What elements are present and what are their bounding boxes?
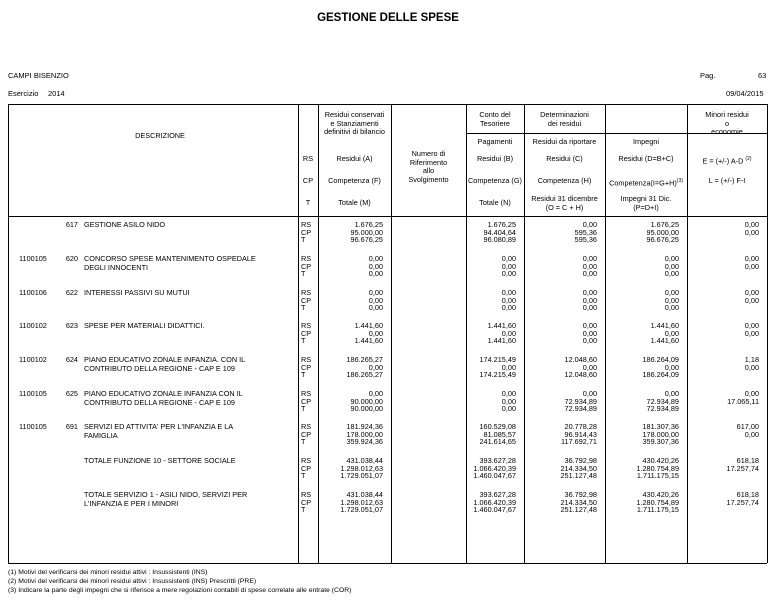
cell-c: 0,00: [582, 328, 597, 338]
cell-d: 95.000,00: [646, 227, 679, 237]
cell-e: 0,00: [744, 261, 759, 271]
header-l-formula: L = (+/-) F-I: [708, 176, 746, 185]
row-code: 1100102: [19, 355, 47, 364]
cell-b: 1.066.420,39: [473, 497, 516, 507]
cell-b: 0,00: [501, 288, 516, 297]
cell-d: 186.264,09: [642, 370, 679, 379]
header-pagamenti: Pagamenti: [477, 137, 513, 146]
footnote: (2) Motivi del verificarsi dei minori residui attivi : Insussistenti (INS) Prescritti (PRE): [8, 578, 257, 585]
cell-c: 214.334,50: [560, 497, 597, 507]
row-number: 691: [65, 422, 78, 431]
row-code: 1100105: [19, 422, 47, 431]
cell-d: 0,00: [664, 261, 679, 271]
row-description: INTERESSI PASSIVI SU MUTUI: [84, 288, 190, 297]
vline: [298, 104, 299, 563]
cell-e: 0,00: [744, 389, 759, 398]
table-border-bottom: [8, 563, 767, 564]
cell-b: 96.080,89: [483, 235, 516, 244]
row-description: TOTALE FUNZIONE 10 - SETTORE SOCIALE: [84, 456, 236, 465]
cell-d: 0,00: [664, 328, 679, 338]
cell-e: 0,00: [744, 254, 759, 263]
vline: [767, 104, 768, 563]
cell-c: 96.914,43: [564, 429, 597, 439]
cell-a: 90.000,00: [350, 404, 383, 413]
cell-c: 214.334,50: [560, 463, 597, 473]
row-description: CONTRIBUTO DELLA REGIONE - CAP E 109: [84, 363, 235, 373]
row-description: TOTALE SERVIZIO 1 - ASILI NIDO, SERVIZI PER: [84, 490, 248, 499]
cell-d: 0,00: [664, 362, 679, 372]
cell-a: 359.924,36: [346, 437, 383, 446]
header-residui-d: Residui (D=B+C): [618, 154, 674, 163]
header-competenza-i: Competenza(I=G+H)$^{(3)}$: [609, 178, 683, 188]
cell-b: 174.215,49: [479, 355, 516, 364]
row-type-cp: CP: [301, 328, 312, 338]
row-type-cp: CP: [301, 295, 312, 305]
header-divider: [8, 216, 767, 217]
row-type-t: T: [301, 303, 306, 312]
row-description: L'INFANZIA E PER I MINORI: [84, 498, 179, 508]
header-conto-tesoriere: Conto del Tesoriere: [479, 110, 511, 128]
cell-c: 0,00: [582, 261, 597, 271]
cell-b: 0,00: [501, 254, 516, 263]
header-minori-residui: Minori residui o economie: [705, 110, 749, 136]
row-type-rs: RS: [301, 355, 312, 364]
cell-b: 1.441,60: [487, 336, 516, 345]
row-type-t: T: [301, 505, 306, 514]
footnote: (3) Indicare la parte degli impegni che si riferisce a mere regolazioni contabili di spese correlate alle entrate (COR): [8, 587, 352, 594]
header-residui-a: Residui (A): [336, 154, 373, 163]
header-numero-riferimento: Numero di Riferimento allo Svolgimento: [408, 149, 449, 184]
cell-b: 1.676,25: [487, 220, 516, 229]
cell-c: 72.934,89: [564, 404, 597, 413]
cell-c: 117.692,71: [561, 437, 597, 446]
cell-d: 1.280.754,89: [636, 463, 679, 473]
row-number: 623: [65, 321, 78, 330]
cell-e: 0,00: [744, 295, 759, 305]
header-residui-b: Residui (B): [476, 154, 514, 163]
cell-c: 72.934,89: [564, 396, 597, 406]
cell-d: 0,00: [664, 288, 679, 297]
cell-a: 95.000,00: [350, 227, 383, 237]
cell-c: 0,00: [582, 254, 597, 263]
cell-c: 0,00: [582, 295, 597, 305]
header-residui-conservati: Residui conservati e Stanziamenti definitivi di bilancio: [324, 110, 385, 136]
cell-d: 430.420,26: [642, 456, 679, 465]
cell-c: 0,00: [582, 269, 597, 278]
cell-d: 0,00: [664, 303, 679, 312]
cell-d: 181.307,36: [642, 422, 679, 431]
header-impegni: Impegni: [633, 137, 659, 146]
cell-e: 0,00: [744, 362, 759, 372]
row-description: SERVIZI ED ATTIVITA' PER L'INFANZIA E LA: [84, 422, 234, 431]
header-impegni-31: Impegni 31 Dic. (P=D+I): [620, 194, 672, 212]
header-descrizione: DESCRIZIONE: [135, 131, 185, 140]
cell-b: 160.529,08: [479, 422, 516, 431]
cell-b: 393.627,28: [479, 490, 516, 499]
cell-a: 1.676,25: [354, 220, 383, 229]
cell-d: 72.934,89: [646, 396, 679, 406]
cell-e: 0,00: [744, 227, 759, 237]
cell-a: 0,00: [368, 295, 383, 305]
row-number: 624: [65, 355, 78, 364]
row-type-cp: CP: [301, 261, 312, 271]
row-type-t: T: [301, 370, 306, 379]
table-border-top: [8, 104, 767, 105]
cell-b: 0,00: [501, 396, 516, 406]
cell-d: 430.420,26: [642, 490, 679, 499]
row-type-rs: RS: [301, 220, 312, 229]
cell-d: 178.000,00: [642, 429, 679, 439]
header-competenza-h: Competenza (H): [537, 176, 592, 185]
cell-c: 20.778,28: [564, 422, 597, 431]
ente-name: CAMPI BISENZIO: [8, 71, 69, 80]
row-type-rs: RS: [301, 254, 312, 263]
row-type-rs: RS: [301, 422, 312, 431]
row-number: 620: [65, 254, 78, 263]
row-description: SPESE PER MATERIALI DIDATTICI.: [84, 321, 205, 330]
row-type-rs: RS: [301, 288, 312, 297]
header-determinazioni: Determinazioni dei residui: [540, 110, 589, 128]
footnote: (1) Motivi del verificarsi dei minori residui attivi : Insussistenti (INS): [8, 569, 208, 576]
report-date: 09/04/2015: [726, 89, 764, 98]
cell-a: 1.729.051,07: [340, 471, 383, 480]
cell-d: 72.934,89: [646, 404, 679, 413]
cell-e: 17.257,74: [726, 463, 759, 473]
row-type-rs: RS: [301, 490, 312, 499]
cell-d: 0,00: [664, 269, 679, 278]
cell-c: 0,00: [582, 288, 597, 297]
esercizio-label: Esercizio: [8, 89, 39, 98]
header-totale-m: Totale (M): [338, 198, 371, 207]
row-code: 1100102: [19, 321, 47, 330]
cell-c: 0,00: [582, 389, 597, 398]
cell-a: 1.441,60: [354, 336, 383, 345]
cell-a: 181.924,36: [346, 422, 383, 431]
cell-c: 0,00: [582, 321, 597, 330]
cell-a: 0,00: [368, 362, 383, 372]
cell-d: 0,00: [664, 389, 679, 398]
row-number: 622: [65, 288, 78, 297]
cell-e: 0,00: [744, 321, 759, 330]
cell-a: 0,00: [368, 328, 383, 338]
cell-b: 0,00: [501, 362, 516, 372]
cell-b: 241.614,65: [479, 437, 516, 446]
row-type-t: T: [301, 404, 306, 413]
cell-a: 1.298.012,63: [340, 497, 383, 507]
page-number: 63: [758, 71, 767, 80]
row-type-cp: CP: [301, 497, 312, 507]
cell-e: 617,00: [736, 422, 759, 431]
cell-d: 1.676,25: [650, 220, 679, 229]
cell-a: 186.265,27: [346, 370, 383, 379]
cell-c: 0,00: [582, 336, 597, 345]
cell-a: 0,00: [368, 288, 383, 297]
row-type-rs: RS: [301, 321, 312, 330]
cell-c: 251.127,48: [560, 471, 597, 480]
esercizio-year: 2014: [48, 89, 65, 98]
row-type-t: T: [301, 437, 306, 446]
row-code: 1100105: [19, 254, 47, 263]
cell-a: 0,00: [368, 261, 383, 271]
cell-a: 1.729.051,07: [340, 505, 383, 514]
cell-d: 1.280.754,89: [636, 497, 679, 507]
header-t: T: [305, 198, 311, 207]
cell-a: 1.298.012,63: [340, 463, 383, 473]
row-type-t: T: [301, 471, 306, 480]
page-label: Pag.: [700, 71, 716, 80]
header-residui-31: Residui 31 dicembre (O = C + H): [531, 194, 598, 212]
cell-e: 0,00: [744, 328, 759, 338]
cell-d: 1.441,60: [650, 336, 679, 345]
cell-b: 94.404,64: [483, 227, 516, 237]
cell-e: 618,18: [736, 456, 759, 465]
cell-e: 0,00: [744, 220, 759, 229]
row-code: 1100105: [19, 389, 47, 398]
cell-c: 251.127,48: [560, 505, 597, 514]
cell-d: 1.711.175,15: [636, 505, 679, 514]
row-number: 625: [65, 389, 78, 398]
row-description: CONTRIBUTO DELLA REGIONE - CAP E 109: [84, 397, 235, 407]
row-type-cp: CP: [301, 396, 312, 406]
row-description: GESTIONE ASILO NIDO: [84, 220, 166, 229]
cell-a: 0,00: [368, 254, 383, 263]
cell-b: 393.627,28: [479, 456, 516, 465]
cell-b: 0,00: [501, 303, 516, 312]
cell-c: 0,00: [582, 220, 597, 229]
cell-b: 1.460.047,67: [473, 505, 516, 514]
row-description: DEGLI INNOCENTI: [84, 262, 149, 272]
cell-b: 1.066.420,39: [473, 463, 516, 473]
row-type-t: T: [301, 336, 306, 345]
cell-e: 618,18: [736, 490, 759, 499]
cell-c: 0,00: [582, 303, 597, 312]
row-type-cp: CP: [301, 227, 312, 237]
cell-d: 0,00: [664, 254, 679, 263]
cell-e: 0,00: [744, 288, 759, 297]
cell-c: 12.048,60: [564, 355, 597, 364]
cell-a: 178.000,00: [346, 429, 383, 439]
cell-c: 0,00: [582, 362, 597, 372]
row-description: PIANO EDUCATIVO ZONALE INFANZIA. CON IL: [84, 355, 246, 364]
cell-b: 0,00: [501, 269, 516, 278]
cell-b: 0,00: [501, 261, 516, 271]
cell-b: 174.215,49: [479, 370, 516, 379]
cell-b: 0,00: [501, 328, 516, 338]
cell-a: 431.038,44: [346, 490, 383, 499]
row-type-t: T: [301, 235, 306, 244]
cell-b: 1.441,60: [487, 321, 516, 330]
row-type-rs: RS: [301, 456, 312, 465]
row-type-cp: CP: [301, 429, 312, 439]
cell-c: 36.792,98: [564, 456, 597, 465]
cell-c: 595,36: [574, 235, 597, 244]
cell-a: 1.441,60: [354, 321, 383, 330]
cell-a: 0,00: [368, 269, 383, 278]
row-description: CONCORSO SPESE MANTENIMENTO OSPEDALE: [84, 254, 256, 263]
header-residui-c: Residui (C): [546, 154, 583, 163]
header-totale-n: Totale (N): [479, 198, 511, 207]
page-title: GESTIONE DELLE SPESE: [317, 12, 459, 24]
cell-b: 0,00: [501, 295, 516, 305]
cell-b: 0,00: [501, 404, 516, 413]
header-cp: CP: [302, 176, 314, 185]
cell-e: 17.257,74: [726, 497, 759, 507]
cell-c: 36.792,98: [564, 490, 597, 499]
cell-c: 12.048,60: [564, 370, 597, 379]
header-rs: RS: [302, 154, 314, 163]
cell-a: 431.038,44: [346, 456, 383, 465]
cell-d: 96.676,25: [646, 235, 679, 244]
cell-b: 0,00: [501, 389, 516, 398]
cell-a: 186.265,27: [346, 355, 383, 364]
vline: [8, 104, 9, 563]
cell-c: 595,36: [574, 227, 597, 237]
row-type-rs: RS: [301, 389, 312, 398]
header-e-formula: E = (+/-) A-D $^{(2)}$: [702, 156, 752, 166]
cell-e: 17.065,11: [727, 396, 759, 406]
row-code: 1100106: [19, 288, 47, 297]
header-competenza-g: Competenza (G): [468, 176, 522, 185]
cell-e: 1,18: [744, 355, 759, 364]
row-type-cp: CP: [301, 463, 312, 473]
cell-e: 0,00: [744, 429, 759, 439]
cell-d: 186.264,09: [642, 355, 679, 364]
row-number: 617: [65, 220, 78, 229]
header-residui-da-riportare: Residui da riportare: [532, 137, 597, 146]
cell-d: 359.307,36: [642, 437, 679, 446]
cell-a: 0,00: [368, 303, 383, 312]
cell-d: 1.711.175,15: [636, 471, 679, 480]
cell-a: 90.000,00: [350, 396, 383, 406]
cell-b: 1.460.047,67: [473, 471, 516, 480]
row-description: FAMIGLIA: [84, 430, 118, 440]
cell-d: 1.441,60: [650, 321, 679, 330]
cell-b: 81.085,57: [483, 429, 516, 439]
cell-a: 0,00: [368, 389, 383, 398]
cell-a: 96.676,25: [350, 235, 383, 244]
row-description: PIANO EDUCATIVO ZONALE INFANZIA CON IL: [84, 389, 243, 398]
cell-d: 0,00: [664, 295, 679, 305]
header-competenza-f: Competenza (F): [328, 176, 381, 185]
row-type-cp: CP: [301, 362, 312, 372]
row-type-t: T: [301, 269, 306, 278]
